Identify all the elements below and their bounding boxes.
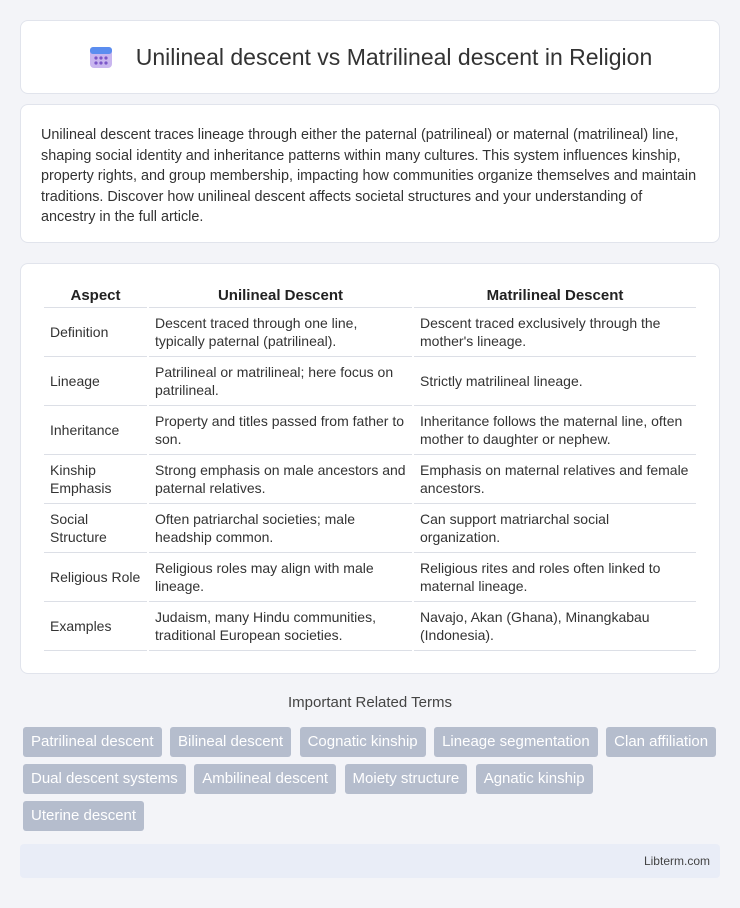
related-terms-list (23, 727, 723, 838)
related-term-tag[interactable]: Lineage segmentation (434, 727, 598, 757)
related-term-tag[interactable]: Bilineal descent (170, 727, 291, 757)
header-matrilineal: Matrilineal Descent (414, 284, 696, 308)
row-matrilineal: Navajo, Akan (Ghana), Minangkabau (Indonesia). (414, 602, 696, 651)
row-unilineal: Property and titles passed from father to son. (149, 406, 412, 455)
row-unilineal: Strong emphasis on male ancestors and paternal relatives. (149, 455, 412, 504)
row-matrilineal: Can support matriarchal social organization. (414, 504, 696, 553)
related-term-tag[interactable]: Ambilineal descent (194, 764, 336, 794)
related-terms-title: Important Related Terms (288, 694, 452, 711)
title-card (20, 20, 720, 94)
row-aspect: Definition (44, 308, 147, 357)
row-unilineal: Descent traced through one line, typically paternal (patrilineal). (149, 308, 412, 357)
intro-text: Unilineal descent traces lineage through either the paternal (patrilineal) or maternal (matrilineal) line, shaping social identity and inheritance patterns within many cultures. This system influences kinship, property rights, and group membership, impacting how communities organize themselves and maintain traditions. Discover how unilineal descent affects societal structures and your understanding of ancestry in the full article. (41, 127, 697, 225)
row-aspect: Social Structure (44, 504, 147, 553)
table-row (44, 357, 696, 406)
table-header-row (44, 284, 696, 308)
row-unilineal: Patrilineal or matrilineal; here focus on patrilineal. (149, 357, 412, 406)
table-row (44, 553, 696, 602)
header-aspect: Aspect (44, 284, 147, 308)
intro-card (20, 104, 720, 243)
row-matrilineal: Religious rites and roles often linked to maternal lineage. (414, 553, 696, 602)
page-title: Unilineal descent vs Matrilineal descent in Religion (135, 43, 653, 70)
related-term-tag[interactable]: Uterine descent (23, 801, 144, 831)
row-aspect: Lineage (44, 357, 147, 406)
row-unilineal: Religious roles may align with male lineage. (149, 553, 412, 602)
row-aspect: Religious Role (44, 553, 147, 602)
header-unilineal: Unilineal Descent (149, 284, 412, 308)
comparison-table-card (20, 263, 720, 674)
table-row (44, 455, 696, 504)
table-row (44, 602, 696, 651)
related-term-tag[interactable]: Cognatic kinship (300, 727, 426, 757)
table-row (44, 504, 696, 553)
row-aspect: Examples (44, 602, 147, 651)
comparison-table (42, 284, 698, 651)
related-term-tag[interactable]: Agnatic kinship (476, 764, 593, 794)
row-unilineal: Often patriarchal societies; male headship common. (149, 504, 412, 553)
row-matrilineal: Strictly matrilineal lineage. (414, 357, 696, 406)
row-matrilineal: Descent traced exclusively through the mother's lineage. (414, 308, 696, 357)
related-term-tag[interactable]: Moiety structure (345, 764, 468, 794)
row-matrilineal: Emphasis on maternal relatives and female ancestors. (414, 455, 696, 504)
calendar-icon (88, 44, 114, 70)
footer-brand-link[interactable]: Libterm.com (643, 854, 710, 868)
related-term-tag[interactable]: Dual descent systems (23, 764, 186, 794)
row-unilineal: Judaism, many Hindu communities, traditional European societies. (149, 602, 412, 651)
row-aspect: Inheritance (44, 406, 147, 455)
related-term-tag[interactable]: Clan affiliation (606, 727, 716, 757)
row-matrilineal: Inheritance follows the maternal line, often mother to daughter or nephew. (414, 406, 696, 455)
related-term-tag[interactable]: Patrilineal descent (23, 727, 162, 757)
table-row (44, 308, 696, 357)
table-row (44, 406, 696, 455)
row-aspect: Kinship Emphasis (44, 455, 147, 504)
footer (20, 844, 720, 878)
